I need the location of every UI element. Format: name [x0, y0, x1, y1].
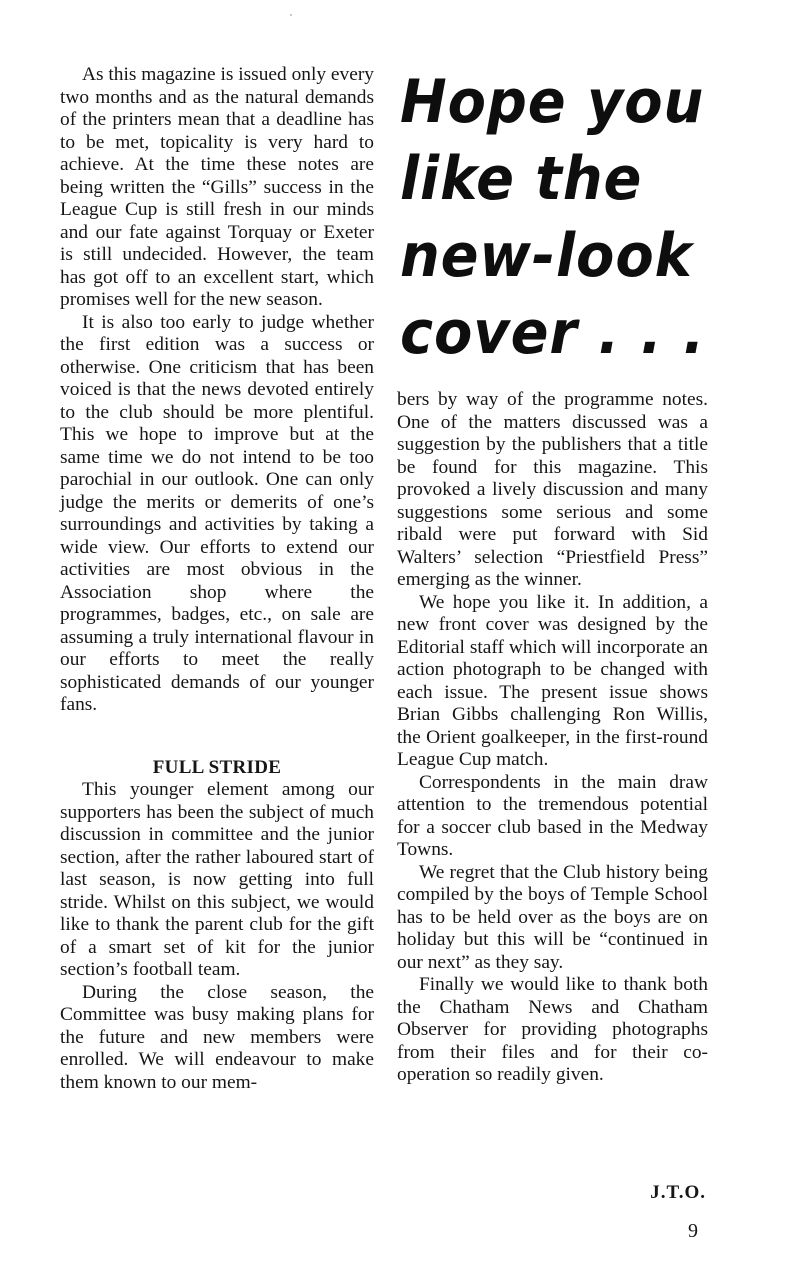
headline-line-3: new-look [400, 221, 693, 291]
right-paragraph-5: Finally we would like to thank both the Chatham News and Chatham Observer for providing photographs from their files and for their co-operation so readily given. [397, 974, 708, 1085]
right-column [397, 389, 708, 1087]
right-paragraph-1: bers by way of the programme notes. One of the matters discussed was a suggestion by the publishers that a title be found for this magazine. This provoked a lively discussion and many suggestions some serious and some ribald were put forward with Sid Walters’ selection “Priestfield Press” emerging as the winner. [397, 389, 708, 590]
headline [400, 64, 716, 372]
headline-line-2: like the [400, 144, 643, 214]
right-paragraph-2: We hope you like it. In addition, a new front cover was designed by the Editorial staff which will incorporate an action photograph to be changed with each issue. The present issue shows Brian Gibbs challenging Ron Willis, the Orient goalkeeper, in the first-round League Cup match. [397, 591, 708, 770]
headline-line-4: cover . . . [400, 298, 706, 368]
subheading-full-stride: FULL STRIDE [152, 756, 282, 778]
author-signature: J.T.O. [650, 1182, 706, 1203]
page-number: 9 [688, 1220, 698, 1242]
left-paragraph-3: This younger element among our supporters has been the subject of much discussion in committee and the junior section, after the rather laboured start of last season, is now getting into full stride. Whilst on this subject, we would like to thank the parent club for the gift of a smart set of kit for the junior section’s football team. [60, 779, 374, 980]
left-paragraph-4: During the close season, the Committee was busy making plans for the future and new members were enrolled. We will endeavour to make them known to our mem- [60, 981, 374, 1093]
right-paragraph-3: Correspondents in the main draw attention to the tremendous potential for a soccer club based in the Medway Towns. [397, 771, 708, 860]
left-paragraph-2: It is also too early to judge whether the first edition was a success or otherwise. One criticism that has been voiced is that the news devoted entirely to the club should be more plentiful. This we hope to improve but at the same time we do not intend to be too parochial in our outlook. One can only judge the merits or demerits of one’s surroundings and activities by taking a wide view. Our efforts to extend our activities are most obvious in the Association shop where the programmes, badges, etc., on sale are assuming a truly international flavour in our efforts to meet the really sophisticated demands of our younger fans. [60, 311, 374, 715]
headline-line-1: Hope you [400, 67, 705, 137]
right-paragraph-4: We regret that the Club history being compiled by the boys of Temple School has to be held over as the boys are on holiday but this will be “continued in our next” as they say. [397, 861, 708, 973]
left-paragraph-1: As this magazine is issued only every two months and as the natural demands of the printers mean that a deadline has to be met, topicality is very hard to achieve. At the time these notes are being written the “Gills” success in the League Cup is still fresh in our minds and our fate against Torquay or Exeter is still undecided. However, the team has got off to an excellent start, which promises well for the new season. [60, 64, 374, 310]
left-column [60, 64, 374, 1094]
printing-speck [290, 14, 292, 16]
